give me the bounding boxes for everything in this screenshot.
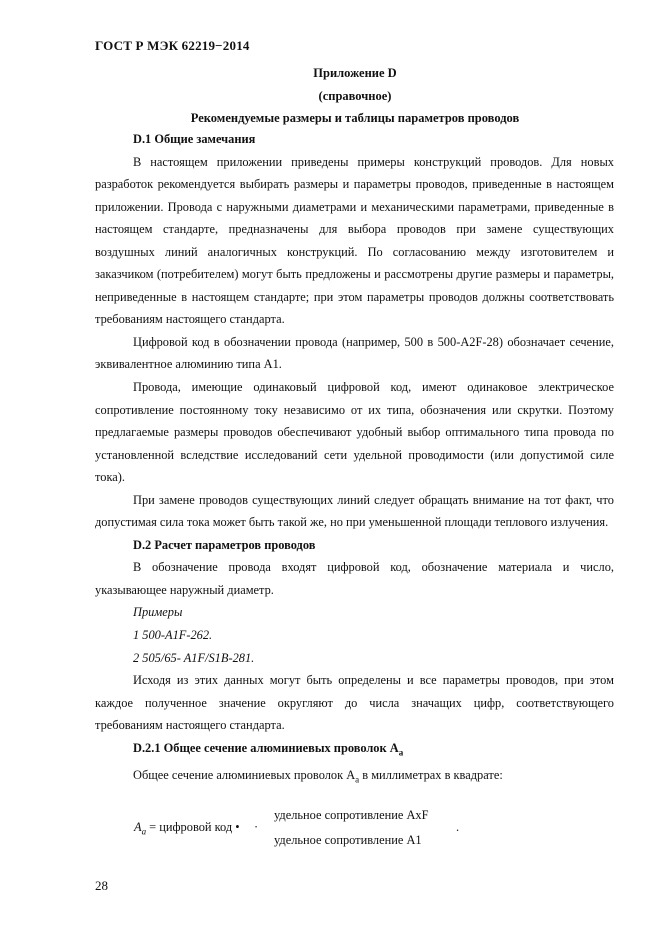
section-heading-d21 [95, 737, 614, 764]
page-number: 28 [95, 878, 108, 893]
formula-subscript: a [141, 826, 147, 837]
document-body [95, 128, 614, 791]
example-item: 2 505/65- A1F/S1B-281. [133, 650, 255, 665]
paragraph: Провода, имеющие одинаковый цифровой код, имеют одинаковое электрическое сопротивление постоянному току независимо от их типа, обозначения или скрутки. Поэтому предлагаемые размеры проводов обеспечивают удобный выбор оптимального типа провода по установленной вследствие исследований сети удельной проводимости (или допустимой силе тока). [95, 380, 614, 485]
section-heading-d1: D.1 Общие замечания [133, 132, 256, 146]
appendix-subtitle: Рекомендуемые размеры и таблицы параметров проводов [190, 111, 520, 125]
section-heading-d2: D.2 Расчет параметров проводов [133, 537, 316, 552]
formula-lhs [134, 820, 240, 836]
formula-trail: . [456, 820, 460, 834]
paragraph: При замене проводов существующих линий следует обращать внимание на тот факт, что допустимая сила тока может быть такой же, но при уменьшенной площади теплового излучения. [95, 492, 614, 530]
formula-dot: · [254, 820, 259, 834]
formula-numerator: удельное сопротивление AxF [274, 808, 429, 822]
paragraph: В настоящем приложении приведены примеры конструкций проводов. Для новых разработок рекомендуется выбирать размеры и параметры проводов, приведенные в настоящем приложении. Провода с наружными диаметрами и механическими параметрами, приведенные в настоящем стандарте, предназначены для выбора проводов при замене существующих воздушных линий аналогичных конструкций. По согласованию между изготовителем и заказчиком (потребителем) могут быть предложены и рассмотрены другие размеры и параметры, неприведенные в настоящем стандарте; при этом параметры проводов должны соответствовать требованиям настоящего стандарта. [95, 154, 614, 327]
formula-lhs-text: = цифровой код • [146, 820, 240, 834]
paragraph: В обозначение провода входят цифровой код, обозначение материала и число, указывающее наружный диаметр. [95, 560, 614, 597]
text: Общее сечение алюминиевых проволок A [133, 767, 356, 782]
formula-variable: A [134, 820, 142, 834]
formula-denominator: удельное сопротивление A1 [274, 833, 422, 847]
appendix-status: (справочное) [318, 89, 392, 103]
subscript: a [355, 774, 360, 785]
heading-text: D.2.1 Общее сечение алюминиевых проволок A [133, 740, 399, 755]
appendix-title: Приложение D [313, 66, 397, 80]
text: в миллиметрах в квадрате: [359, 767, 503, 782]
examples-label: Примеры [133, 605, 183, 620]
example-item: 1 500-A1F-262. [133, 628, 213, 643]
document-code: ГОСТ Р МЭК 62219−2014 [95, 38, 250, 53]
paragraph [95, 764, 614, 791]
paragraph: Исходя из этих данных могут быть определены и все параметры проводов, при этом каждое полученное значение округляют до числа значащих цифр, соответствующего требованиям настоящего стандарта. [95, 673, 614, 733]
paragraph: Цифровой код в обозначении провода (например, 500 в 500-A2F-28) обозначает сечение, эквивалентное алюминию типа A1. [95, 334, 614, 372]
heading-subscript: a [398, 747, 404, 758]
formula [134, 808, 534, 856]
